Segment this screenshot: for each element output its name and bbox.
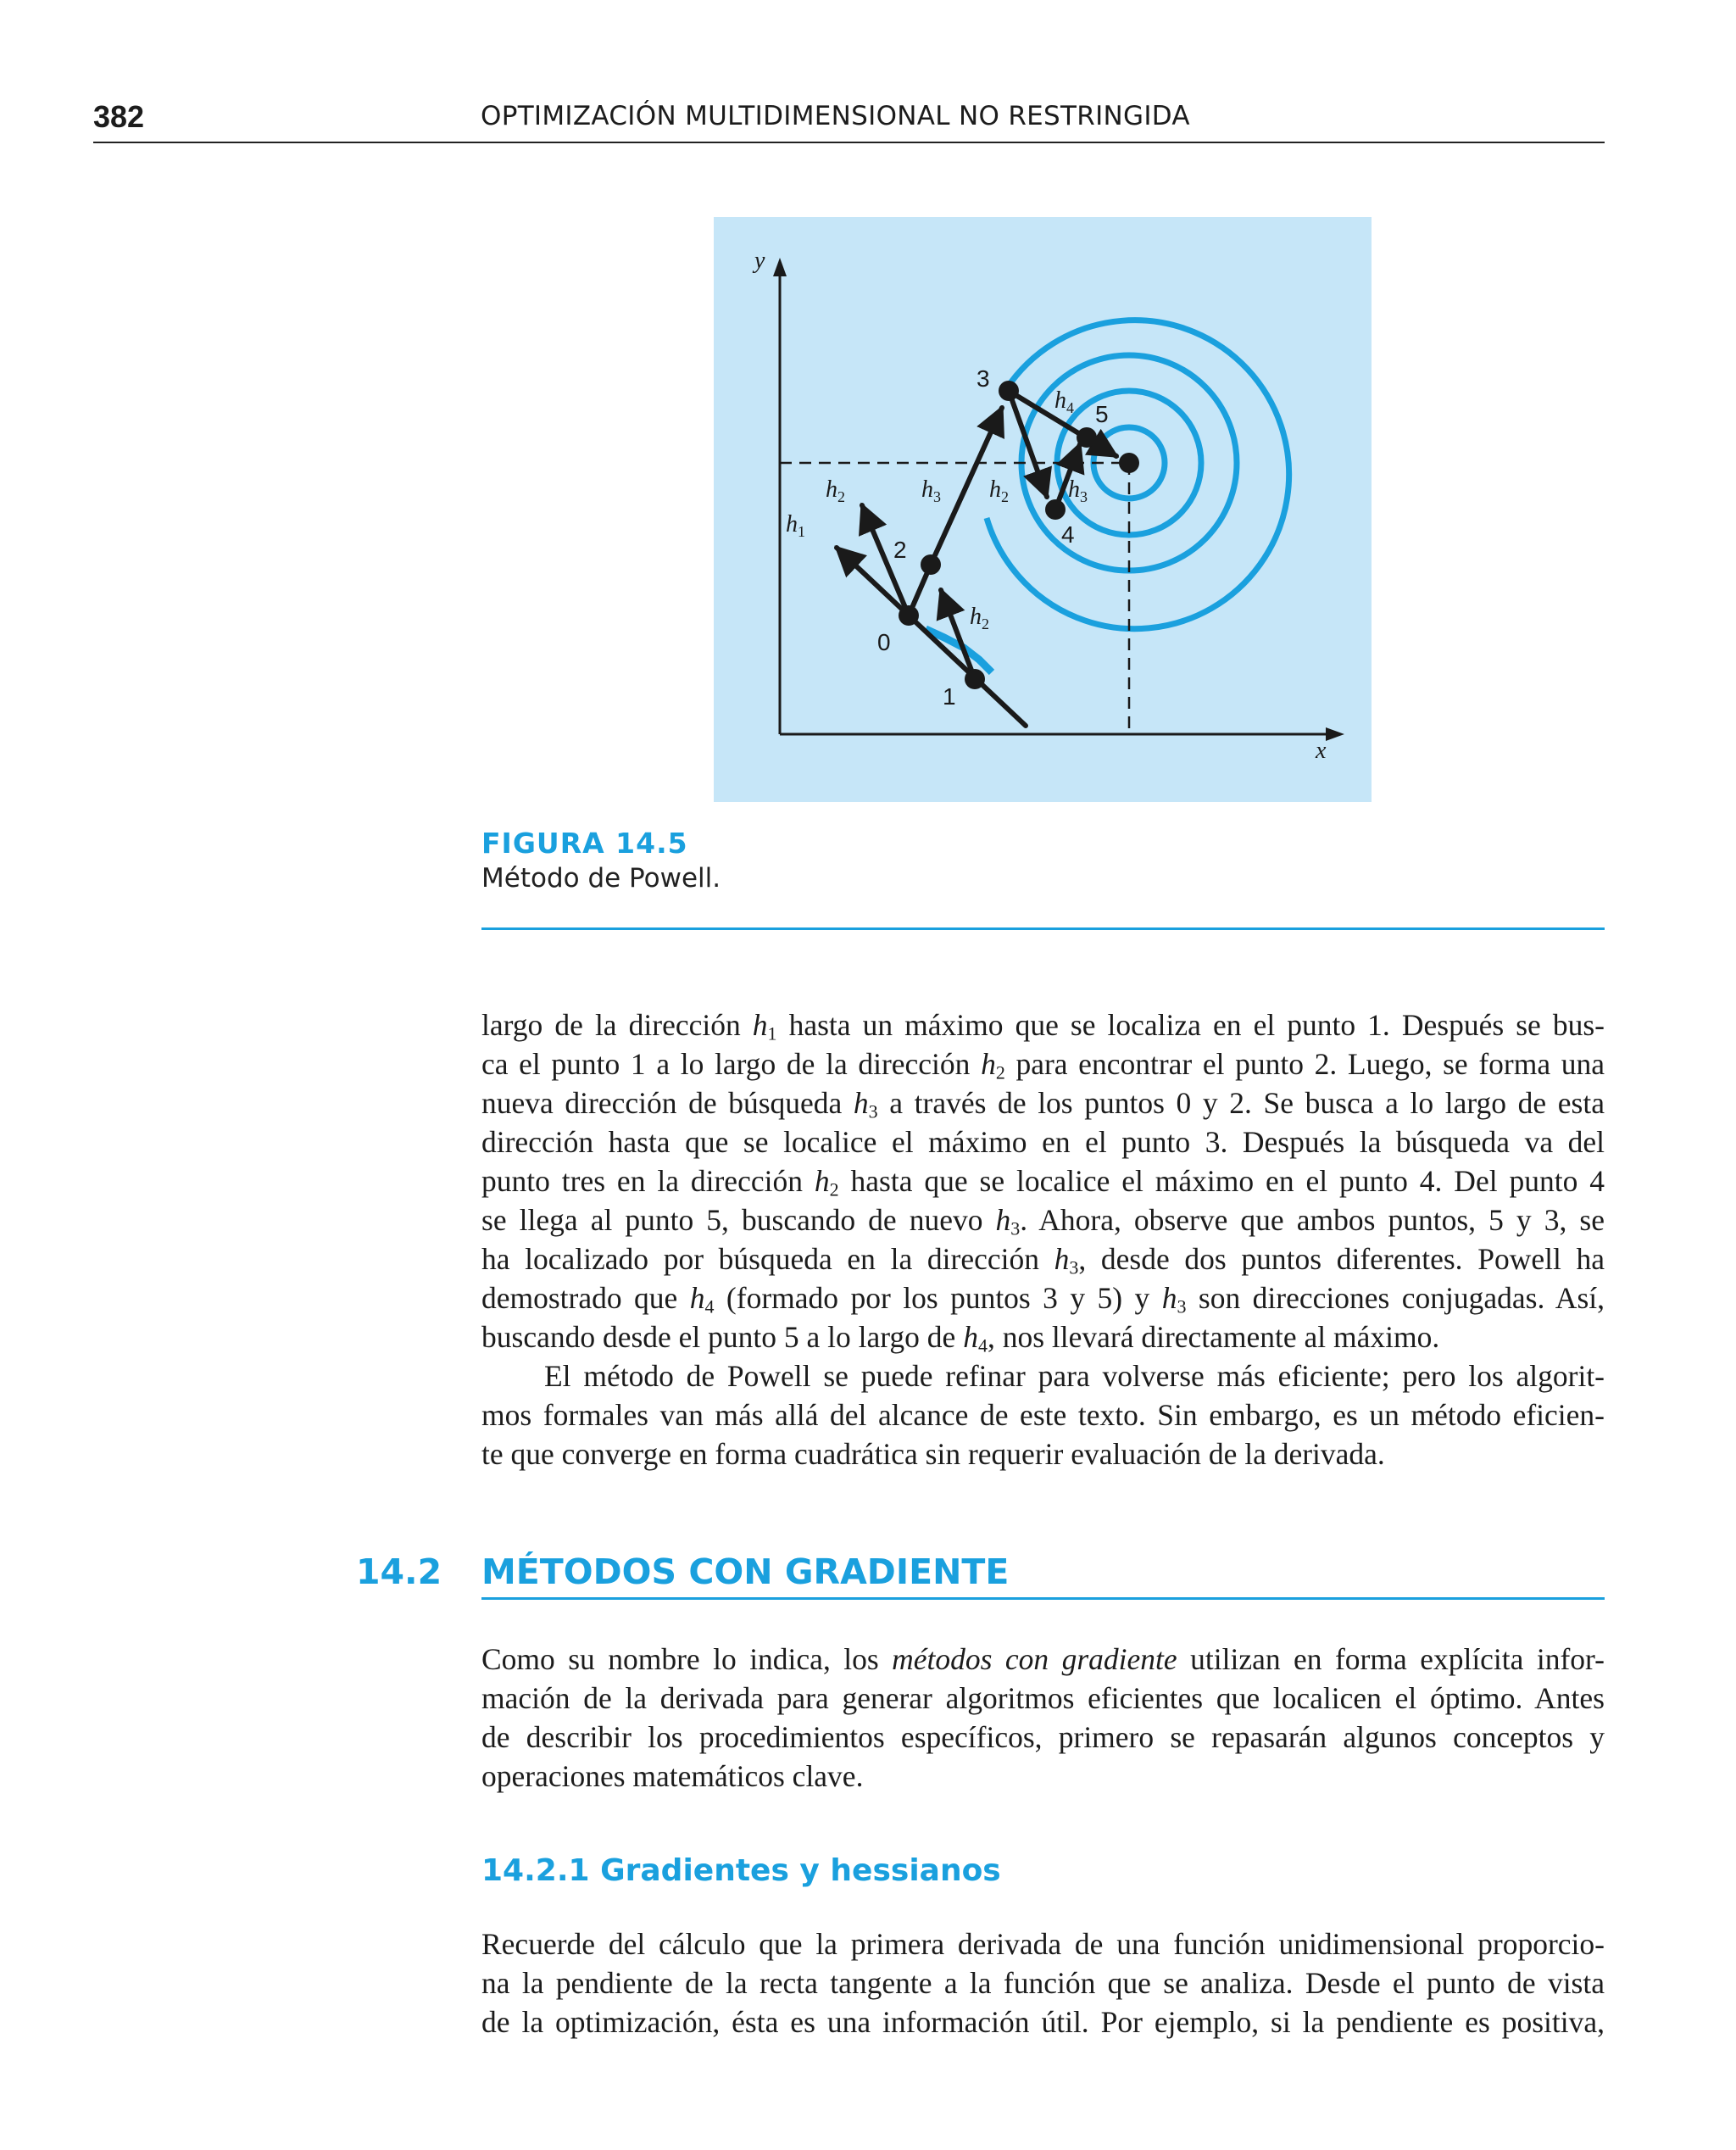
point-label-1: 1 [943, 683, 956, 710]
figure-label: FIGURA 14.5 [481, 827, 688, 860]
point-label-5: 5 [1095, 401, 1109, 427]
text-line: de describir los procedimientos específicos, primero se repasarán algunos conceptos y [481, 1720, 1605, 1754]
paragraph-gradient-intro [481, 1640, 1605, 1796]
point-1 [965, 669, 985, 689]
y-axis-arrowhead [773, 258, 787, 276]
point-2 [921, 554, 941, 575]
point-3 [999, 381, 1019, 401]
point-0 [899, 605, 919, 626]
paragraph-powell-refinement [481, 1356, 1605, 1473]
text-line: mos formales van más allá del alcance de este texto. Sin embargo, es un método eficien- [481, 1398, 1605, 1432]
text-line: largo de la dirección $h_1$ hasta un máximo que se localiza en el punto 1. Después se bus- [481, 1008, 1605, 1044]
label-h2-bottom: $h_2$ [970, 604, 989, 632]
y-axis-label: y [754, 248, 765, 274]
chapter-title: OPTIMIZACIÓN MULTIDIMENSIONAL NO RESTRINGIDA [481, 101, 1190, 131]
figure-caption: Método de Powell. [481, 863, 721, 894]
text-line: mación de la derivada para generar algoritmos eficientes que localicen el óptimo. Antes [481, 1681, 1605, 1715]
text-line: te que converge en forma cuadrática sin requerir evaluación de la derivada. [481, 1437, 1385, 1471]
x-axis-arrowhead [1326, 727, 1344, 741]
figure-rule [481, 927, 1605, 930]
optimum-point [1119, 453, 1139, 473]
text-line: operaciones matemáticos clave. [481, 1759, 864, 1793]
label-h2-mid: $h_2$ [989, 476, 1009, 505]
point-label-2: 2 [893, 537, 907, 563]
text-line: de la optimización, ésta es una información útil. Por ejemplo, si la pendiente es positiva, [481, 2005, 1605, 2039]
text-line: ha localizado por búsqueda en la dirección $h_3$, desde dos puntos diferentes. Powell ha [481, 1242, 1605, 1278]
paragraph-powell-description [481, 1005, 1605, 1356]
subsection-title: 14.2.1 Gradientes y hessianos [481, 1853, 1001, 1888]
text-line: na la pendiente de la recta tangente a la función que se analiza. Desde el punto de vista [481, 1966, 1605, 2000]
page-number: 382 [93, 99, 145, 134]
text-line: dirección hasta que se localice el máximo en el punto 3. Después la búsqueda va del [481, 1125, 1605, 1159]
label-h3-left: $h_3$ [921, 476, 941, 505]
paragraph-derivative [481, 1924, 1605, 2041]
contour-4 [987, 320, 1289, 629]
direction-line-h1 [909, 615, 1026, 726]
text-line: se llega al punto 5, buscando de nuevo $h_3$. Ahora, observe que ambos puntos, 5 y 3, se [481, 1203, 1605, 1239]
text-line: ca el punto 1 a lo largo de la dirección $h_2$ para encontrar el punto 2. Luego, se forma una [481, 1047, 1605, 1083]
x-axis-label: x [1316, 738, 1327, 764]
text-line: nueva dirección de búsqueda $h_3$ a través de los puntos 0 y 2. Se busca a lo largo de esta [481, 1086, 1605, 1122]
text-line: punto tres en la dirección $h_2$ hasta que se localice el máximo en el punto 4. Del punto 4 [481, 1164, 1605, 1200]
text-line: Como su nombre lo indica, los métodos con gradiente utilizan en forma explícita infor- [481, 1642, 1605, 1676]
label-h2-left: $h_2$ [826, 476, 845, 505]
section-title: MÉTODOS CON GRADIENTE [481, 1551, 1010, 1592]
label-h3-right: $h_3$ [1068, 476, 1088, 505]
point-label-0: 0 [877, 629, 891, 655]
text-line: Recuerde del cálculo que la primera derivada de una función unidimensional proporcio- [481, 1927, 1605, 1961]
text-line: buscando desde el punto 5 a lo largo de $h_4$, nos llevará directamente al máximo. [481, 1320, 1440, 1356]
section-rule [481, 1597, 1605, 1600]
point-label-4: 4 [1061, 521, 1075, 548]
point-4 [1045, 499, 1066, 520]
section-number: 14.2 [356, 1551, 442, 1592]
label-h1: $h_1$ [786, 511, 805, 540]
running-header [93, 97, 1605, 143]
powell-diagram [714, 217, 1372, 802]
h2-arrow-3-4 [1009, 391, 1047, 497]
text-line: demostrado que $h_4$ (formado por los puntos 3 y 5) y $h_3$ son direcciones conjugadas. Así, [481, 1281, 1605, 1317]
point-label-3: 3 [976, 365, 990, 392]
label-h4: $h_4$ [1054, 387, 1074, 416]
powell-figure [714, 217, 1372, 802]
point-5 [1077, 427, 1097, 448]
text-line: El método de Powell se puede refinar para volverse más eficiente; pero los algorit- [544, 1359, 1605, 1393]
